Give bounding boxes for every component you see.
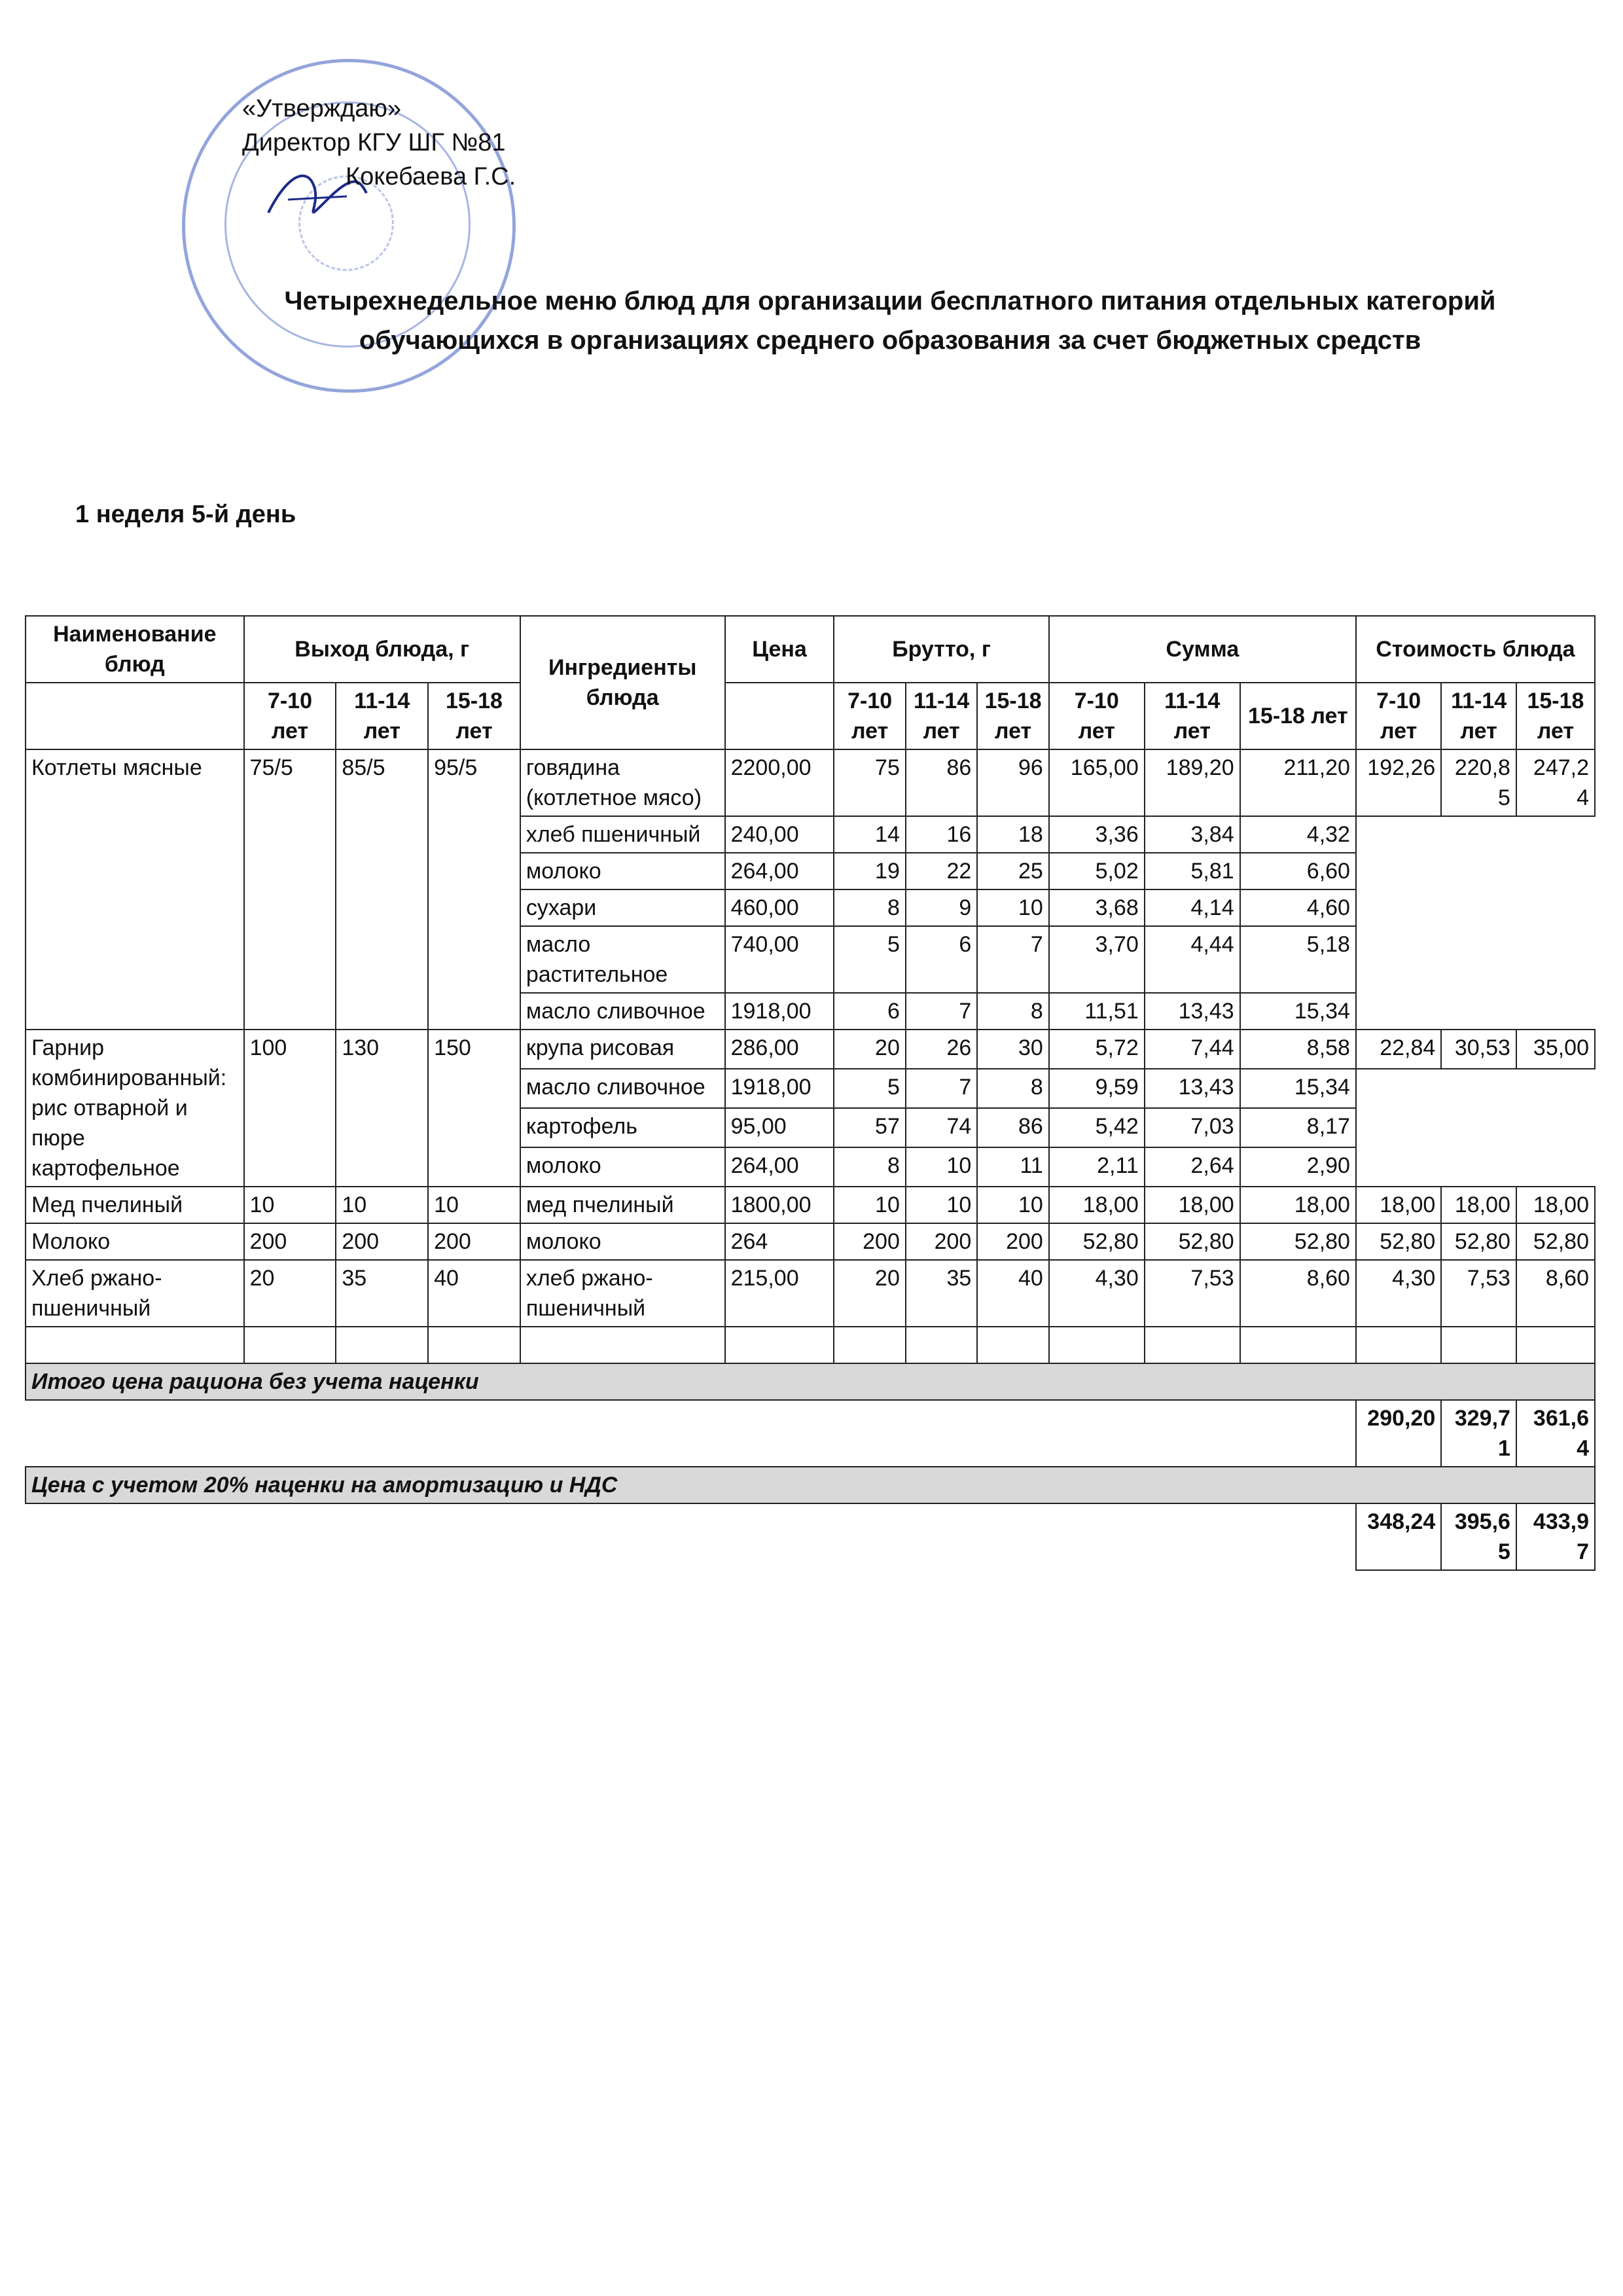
ingredient-sum: 13,43 <box>1145 993 1240 1030</box>
dish-cost: 52,80 <box>1441 1223 1516 1260</box>
document-title: Четырехнедельное меню блюд для организации бесплатного питания отдельных категорий обучающихся в организациях среднего образования за счет бюджетных средств <box>284 287 1496 355</box>
ingredient-name: молоко <box>520 1147 725 1187</box>
ingredient-brutto: 86 <box>906 749 977 816</box>
ingredient-price: 264 <box>725 1223 834 1260</box>
ingredient-sum: 2,64 <box>1145 1147 1240 1187</box>
ingredient-sum: 8,60 <box>1240 1260 1356 1327</box>
ingredient-price: 215,00 <box>725 1260 834 1327</box>
ingredient-name: картофель <box>520 1108 725 1147</box>
ingredient-sum: 211,20 <box>1240 749 1356 816</box>
dish-cost: 18,00 <box>1441 1187 1516 1223</box>
dish-cost: 52,80 <box>1356 1223 1441 1260</box>
dish-cost: 35,00 <box>1516 1030 1595 1069</box>
ingredient-sum: 7,44 <box>1145 1030 1240 1069</box>
header-price-empty <box>725 683 834 749</box>
ingredient-name: крупа рисовая <box>520 1030 725 1069</box>
dish-output: 85/5 <box>336 749 428 1030</box>
approval-line-3: Кокебаева Г.С. <box>346 163 516 190</box>
dish-output: 200 <box>336 1223 428 1260</box>
ingredient-brutto: 9 <box>906 889 977 926</box>
dish-cost: 52,80 <box>1516 1223 1595 1260</box>
ingredient-sum: 4,30 <box>1049 1260 1145 1327</box>
ingredient-brutto: 22 <box>906 853 977 889</box>
ingredient-brutto: 20 <box>834 1260 905 1327</box>
ingredient-sum: 3,36 <box>1049 816 1145 853</box>
ingredient-sum: 5,02 <box>1049 853 1145 889</box>
ingredient-sum: 4,44 <box>1145 926 1240 993</box>
table-row <box>26 1223 1595 1260</box>
table-row <box>26 1260 1595 1327</box>
header-cost-age-2: 11-14 лет <box>1441 683 1516 749</box>
ingredient-brutto: 20 <box>834 1030 905 1069</box>
dish-output: 10 <box>336 1187 428 1223</box>
header-output-age-3: 15-18 лет <box>428 683 520 749</box>
ingredient-sum: 189,20 <box>1145 749 1240 816</box>
ingredient-brutto: 35 <box>906 1260 977 1327</box>
dish-cost: 4,30 <box>1356 1260 1441 1327</box>
ingredient-brutto: 7 <box>977 926 1048 993</box>
total-with-markup-age-2: 395,65 <box>1441 1503 1516 1570</box>
header-cost-age-1: 7-10 лет <box>1356 683 1441 749</box>
ingredient-brutto: 18 <box>977 816 1048 853</box>
ingredient-price: 286,00 <box>725 1030 834 1069</box>
ingredient-price: 264,00 <box>725 1147 834 1187</box>
dish-output: 35 <box>336 1260 428 1327</box>
header-brutto: Брутто, г <box>834 616 1048 683</box>
total-with-markup-label-row <box>26 1467 1595 1503</box>
header-output-age-1: 7-10 лет <box>244 683 336 749</box>
ingredient-name: масло сливочное <box>520 993 725 1030</box>
ingredient-brutto: 10 <box>977 1187 1048 1223</box>
ingredient-brutto: 7 <box>906 993 977 1030</box>
ingredient-brutto: 57 <box>834 1108 905 1147</box>
empty-cost-cell <box>1356 889 1595 926</box>
header-cost: Стоимость блюда <box>1356 616 1595 683</box>
ingredient-price: 95,00 <box>725 1108 834 1147</box>
header-sum-age-2: 11-14 лет <box>1145 683 1240 749</box>
ingredient-sum: 11,51 <box>1049 993 1145 1030</box>
dish-output: 40 <box>428 1260 520 1327</box>
ingredient-brutto: 200 <box>834 1223 905 1260</box>
empty-cost-cell <box>1356 1147 1595 1187</box>
ingredient-sum: 5,72 <box>1049 1030 1145 1069</box>
dish-cost: 220,85 <box>1441 749 1516 816</box>
table-row <box>26 1187 1595 1223</box>
dish-cost: 18,00 <box>1516 1187 1595 1223</box>
ingredient-sum: 165,00 <box>1049 749 1145 816</box>
dish-output: 10 <box>428 1187 520 1223</box>
ingredient-sum: 8,58 <box>1240 1030 1356 1069</box>
ingredient-brutto: 26 <box>906 1030 977 1069</box>
dish-output: 20 <box>244 1260 336 1327</box>
header-name-empty <box>26 683 244 749</box>
dish-cost: 18,00 <box>1356 1187 1441 1223</box>
ingredient-sum: 6,60 <box>1240 853 1356 889</box>
total-without-markup-age-3: 361,64 <box>1516 1400 1595 1467</box>
ingredient-brutto: 25 <box>977 853 1048 889</box>
ingredient-sum: 52,80 <box>1049 1223 1145 1260</box>
dish-cost: 192,26 <box>1356 749 1441 816</box>
empty-row <box>26 1327 1595 1363</box>
total-with-markup-age-3: 433,97 <box>1516 1503 1595 1570</box>
ingredient-brutto: 40 <box>977 1260 1048 1327</box>
ingredient-sum: 5,81 <box>1145 853 1240 889</box>
dish-name: Мед пчелиный <box>26 1187 244 1223</box>
header-brutto-age-2: 11-14 лет <box>906 683 977 749</box>
week-day-label: 1 неделя 5-й день <box>75 501 296 528</box>
empty-cost-cell <box>1356 926 1595 993</box>
header-ingredients: Ингредиенты блюда <box>520 616 725 749</box>
total-with-markup-row <box>26 1503 1595 1570</box>
ingredient-sum: 52,80 <box>1240 1223 1356 1260</box>
ingredient-brutto: 7 <box>906 1069 977 1108</box>
dish-name: Котлеты мясные <box>26 749 244 1030</box>
dish-cost: 30,53 <box>1441 1030 1516 1069</box>
header-sum: Сумма <box>1049 616 1356 683</box>
ingredient-name: говядина (котлетное мясо) <box>520 749 725 816</box>
ingredient-name: молоко <box>520 853 725 889</box>
ingredient-price: 1800,00 <box>725 1187 834 1223</box>
ingredient-brutto: 11 <box>977 1147 1048 1187</box>
ingredient-brutto: 14 <box>834 816 905 853</box>
ingredient-brutto: 8 <box>834 1147 905 1187</box>
ingredient-brutto: 8 <box>977 993 1048 1030</box>
ingredient-brutto: 74 <box>906 1108 977 1147</box>
header-sum-age-3: 15-18 лет <box>1240 683 1356 749</box>
dish-cost: 247,24 <box>1516 749 1595 816</box>
dish-cost: 8,60 <box>1516 1260 1595 1327</box>
empty-cost-cell <box>1356 853 1595 889</box>
header-price: Цена <box>725 616 834 683</box>
header-output: Выход блюда, г <box>244 616 520 683</box>
total-with-markup-age-1: 348,24 <box>1356 1503 1441 1570</box>
ingredient-price: 460,00 <box>725 889 834 926</box>
total-without-markup-label-row <box>26 1363 1595 1400</box>
total-without-markup-label: Итого цена рациона без учета наценки <box>26 1363 1595 1400</box>
dish-output: 10 <box>244 1187 336 1223</box>
dish-output: 75/5 <box>244 749 336 1030</box>
ingredient-name: масло растительное <box>520 926 725 993</box>
dish-name: Гарнир комбинированный: рис отварной и пюре картофельное <box>26 1030 244 1187</box>
ingredient-sum: 7,03 <box>1145 1108 1240 1147</box>
empty-cost-cell <box>1356 1108 1595 1147</box>
menu-table <box>25 615 1596 1571</box>
ingredient-sum: 52,80 <box>1145 1223 1240 1260</box>
ingredient-price: 264,00 <box>725 853 834 889</box>
ingredient-price: 740,00 <box>725 926 834 993</box>
ingredient-brutto: 30 <box>977 1030 1048 1069</box>
empty-cost-cell <box>1356 816 1595 853</box>
header-cost-age-3: 15-18 лет <box>1516 683 1595 749</box>
ingredient-name: хлеб ржано-пшеничный <box>520 1260 725 1327</box>
approval-line-1: «Утверждаю» <box>242 95 402 122</box>
ingredient-price: 2200,00 <box>725 749 834 816</box>
dish-name: Хлеб ржано-пшеничный <box>26 1260 244 1327</box>
ingredient-brutto: 6 <box>834 993 905 1030</box>
ingredient-brutto: 16 <box>906 816 977 853</box>
ingredient-price: 1918,00 <box>725 993 834 1030</box>
ingredient-sum: 18,00 <box>1240 1187 1356 1223</box>
ingredient-brutto: 6 <box>906 926 977 993</box>
header-sum-age-1: 7-10 лет <box>1049 683 1145 749</box>
ingredient-sum: 3,70 <box>1049 926 1145 993</box>
ingredient-brutto: 200 <box>977 1223 1048 1260</box>
approval-line-2: Директор КГУ ШГ №81 <box>242 129 506 156</box>
empty-cost-cell <box>1356 993 1595 1030</box>
dish-output: 130 <box>336 1030 428 1187</box>
ingredient-brutto: 10 <box>906 1147 977 1187</box>
table-row <box>26 1030 1595 1069</box>
ingredient-sum: 13,43 <box>1145 1069 1240 1108</box>
ingredient-sum: 18,00 <box>1145 1187 1240 1223</box>
ingredient-sum: 18,00 <box>1049 1187 1145 1223</box>
dish-output: 95/5 <box>428 749 520 1030</box>
dish-output: 200 <box>244 1223 336 1260</box>
dish-output: 200 <box>428 1223 520 1260</box>
header-output-age-2: 11-14 лет <box>336 683 428 749</box>
dish-output: 100 <box>244 1030 336 1187</box>
ingredient-sum: 4,14 <box>1145 889 1240 926</box>
table-row <box>26 749 1595 816</box>
ingredient-price: 1918,00 <box>725 1069 834 1108</box>
header-name: Наименование блюд <box>26 616 244 683</box>
header-brutto-age-1: 7-10 лет <box>834 683 905 749</box>
ingredient-sum: 2,90 <box>1240 1147 1356 1187</box>
ingredient-price: 240,00 <box>725 816 834 853</box>
ingredient-sum: 3,68 <box>1049 889 1145 926</box>
ingredient-brutto: 10 <box>834 1187 905 1223</box>
ingredient-name: молоко <box>520 1223 725 1260</box>
ingredient-sum: 15,34 <box>1240 1069 1356 1108</box>
total-without-markup-age-2: 329,71 <box>1441 1400 1516 1467</box>
empty-cost-cell <box>1356 1069 1595 1108</box>
ingredient-brutto: 10 <box>977 889 1048 926</box>
ingredient-sum: 15,34 <box>1240 993 1356 1030</box>
ingredient-sum: 8,17 <box>1240 1108 1356 1147</box>
menu-body <box>26 749 1595 1327</box>
total-with-markup-label: Цена с учетом 20% наценки на амортизацию и НДС <box>26 1467 1595 1503</box>
ingredient-brutto: 10 <box>906 1187 977 1223</box>
total-without-markup-age-1: 290,20 <box>1356 1400 1441 1467</box>
ingredient-brutto: 8 <box>834 889 905 926</box>
ingredient-sum: 9,59 <box>1049 1069 1145 1108</box>
ingredient-sum: 3,84 <box>1145 816 1240 853</box>
ingredient-brutto: 5 <box>834 926 905 993</box>
ingredient-brutto: 5 <box>834 1069 905 1108</box>
ingredient-name: сухари <box>520 889 725 926</box>
ingredient-sum: 7,53 <box>1145 1260 1240 1327</box>
approval-block <box>242 92 516 194</box>
dish-output: 150 <box>428 1030 520 1187</box>
ingredient-brutto: 8 <box>977 1069 1048 1108</box>
dish-cost: 7,53 <box>1441 1260 1516 1327</box>
ingredient-name: масло сливочное <box>520 1069 725 1108</box>
ingredient-sum: 2,11 <box>1049 1147 1145 1187</box>
ingredient-sum: 4,60 <box>1240 889 1356 926</box>
ingredient-brutto: 200 <box>906 1223 977 1260</box>
ingredient-sum: 5,42 <box>1049 1108 1145 1147</box>
dish-name: Молоко <box>26 1223 244 1260</box>
ingredient-brutto: 86 <box>977 1108 1048 1147</box>
ingredient-brutto: 75 <box>834 749 905 816</box>
header-brutto-age-3: 15-18 лет <box>977 683 1048 749</box>
ingredient-name: хлеб пшеничный <box>520 816 725 853</box>
total-without-markup-row <box>26 1400 1595 1467</box>
ingredient-sum: 5,18 <box>1240 926 1356 993</box>
ingredient-sum: 4,32 <box>1240 816 1356 853</box>
dish-cost: 22,84 <box>1356 1030 1441 1069</box>
ingredient-name: мед пчелиный <box>520 1187 725 1223</box>
ingredient-brutto: 19 <box>834 853 905 889</box>
ingredient-brutto: 96 <box>977 749 1048 816</box>
